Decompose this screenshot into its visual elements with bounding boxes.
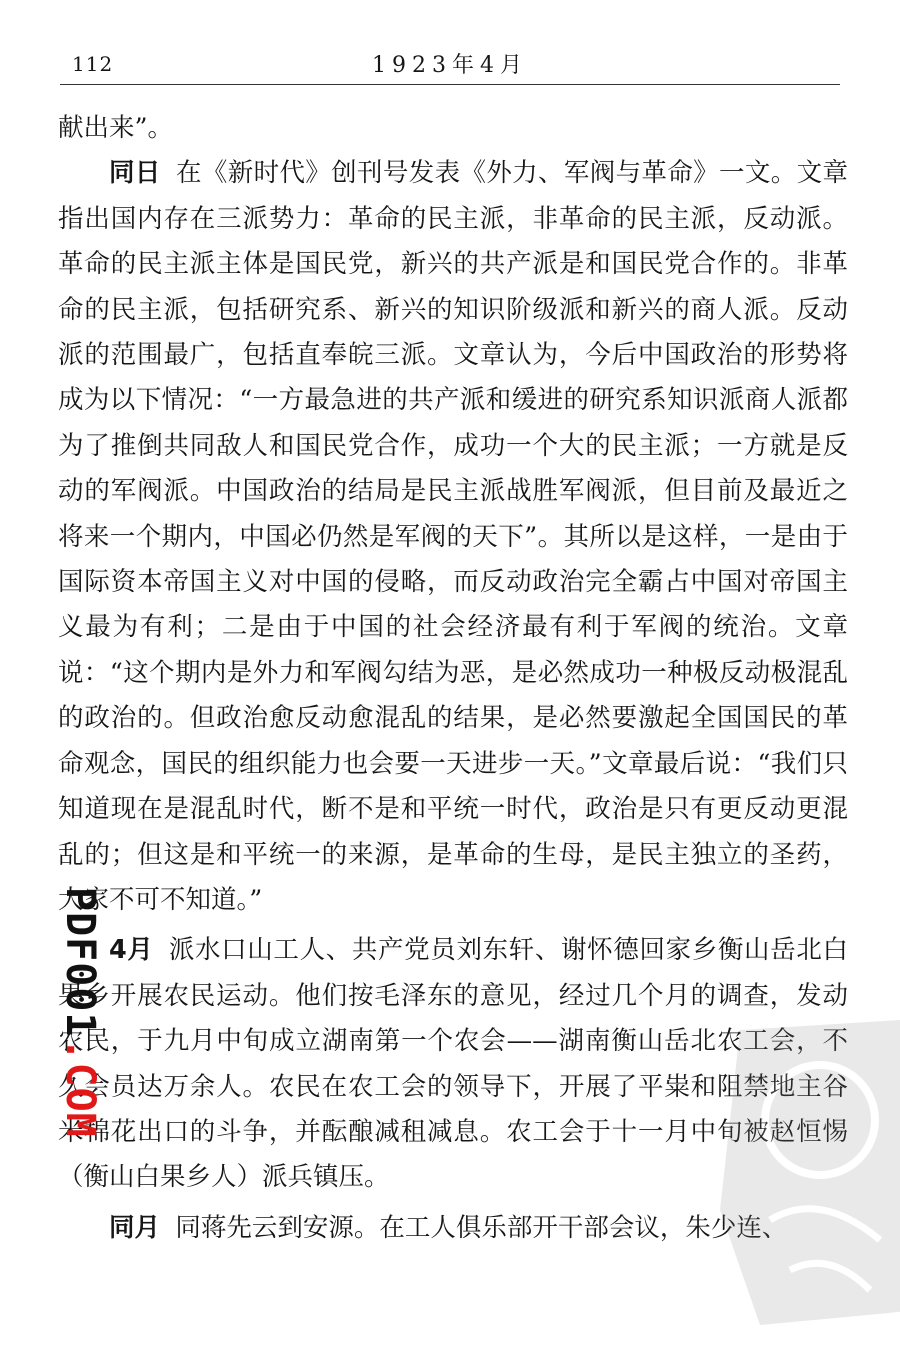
site-watermark	[59, 887, 103, 1137]
paragraph-text: 在《新时代》创刊号发表《外力、军阀与革命》一文。文章指出国内存在三派势力：革命的民主派，非革命的民主派，反动派。革命的民主派主体是国民党，新兴的共产派是和国民党合作的。非革命的民主派，包括研究系、新兴的知识阶级派和新兴的商人派。反动派的范围最广，包括直奉皖三派。文章认为，今后中国政治的形势将成为以下情况：“一方最急进的共产派和缓进的研究系知识派商人派都为了推倒共同敌人和国民党合作，成功一个大的民主派；一方就是反动的军阀派。中国政治的结局是民主派战胜军阀派，但目前及最近之将来一个期内，中国必仍然是军阀的天下”。其所以是这样，一是由于国际资本帝国主义对中国的侵略，而反动政治完全霸占中国对帝国主义最为有利；二是由于中国的社会经济最有利于军阀的统治。文章说：“这个期内是外力和军阀勾结为恶，是必然成功一种极反动极混乱的政治的。但政治愈反动愈混乱的结果，是必然要激起全国国民的革命观念，国民的组织能力也会要一天进步一天。”文章最后说：“我们只知道现在是混乱时代，断不是和平统一时代，政治是只有更反动更混乱的；但这是和平统一的来源，是革命的生母，是民主独立的圣药，大家不可不知道。”	[58, 158, 848, 915]
paragraph-same-day	[58, 151, 848, 923]
running-title: 1923年4月	[372, 53, 528, 78]
page-number: 112	[72, 52, 114, 76]
library-stamp-mark	[700, 1010, 900, 1330]
watermark-domain: .COM	[57, 1037, 103, 1138]
paragraph-text: 派水口山工人、共产党员刘东轩、谢怀德回家乡衡山岳北白果乡开展农民运动。他们按毛泽东的意见，经过几个月的调查，发动农民，于九月中旬成立湖南第一个农会——湖南衡山岳北农工会，不久会员达万余人。农民在农工会的领导下，开展了平粜和阻禁地主谷米棉花出口的斗争，并酝酿减租减息。农工会于十一月中旬被赵恒惕（衡山白果乡人）派兵镇压。	[58, 935, 848, 1193]
watermark-name: PDF001	[57, 887, 103, 1038]
header-rule	[60, 84, 840, 85]
entry-date-label: 同日	[109, 158, 161, 189]
continuation-line: 献出来”。	[58, 113, 174, 143]
entry-date-label: 4月	[109, 935, 154, 966]
paragraph-text: 同蒋先云到安源。在工人俱乐部开干部会议，朱少连、	[175, 1212, 788, 1243]
page-header	[60, 42, 840, 82]
entry-date-label: 同月	[109, 1212, 161, 1243]
